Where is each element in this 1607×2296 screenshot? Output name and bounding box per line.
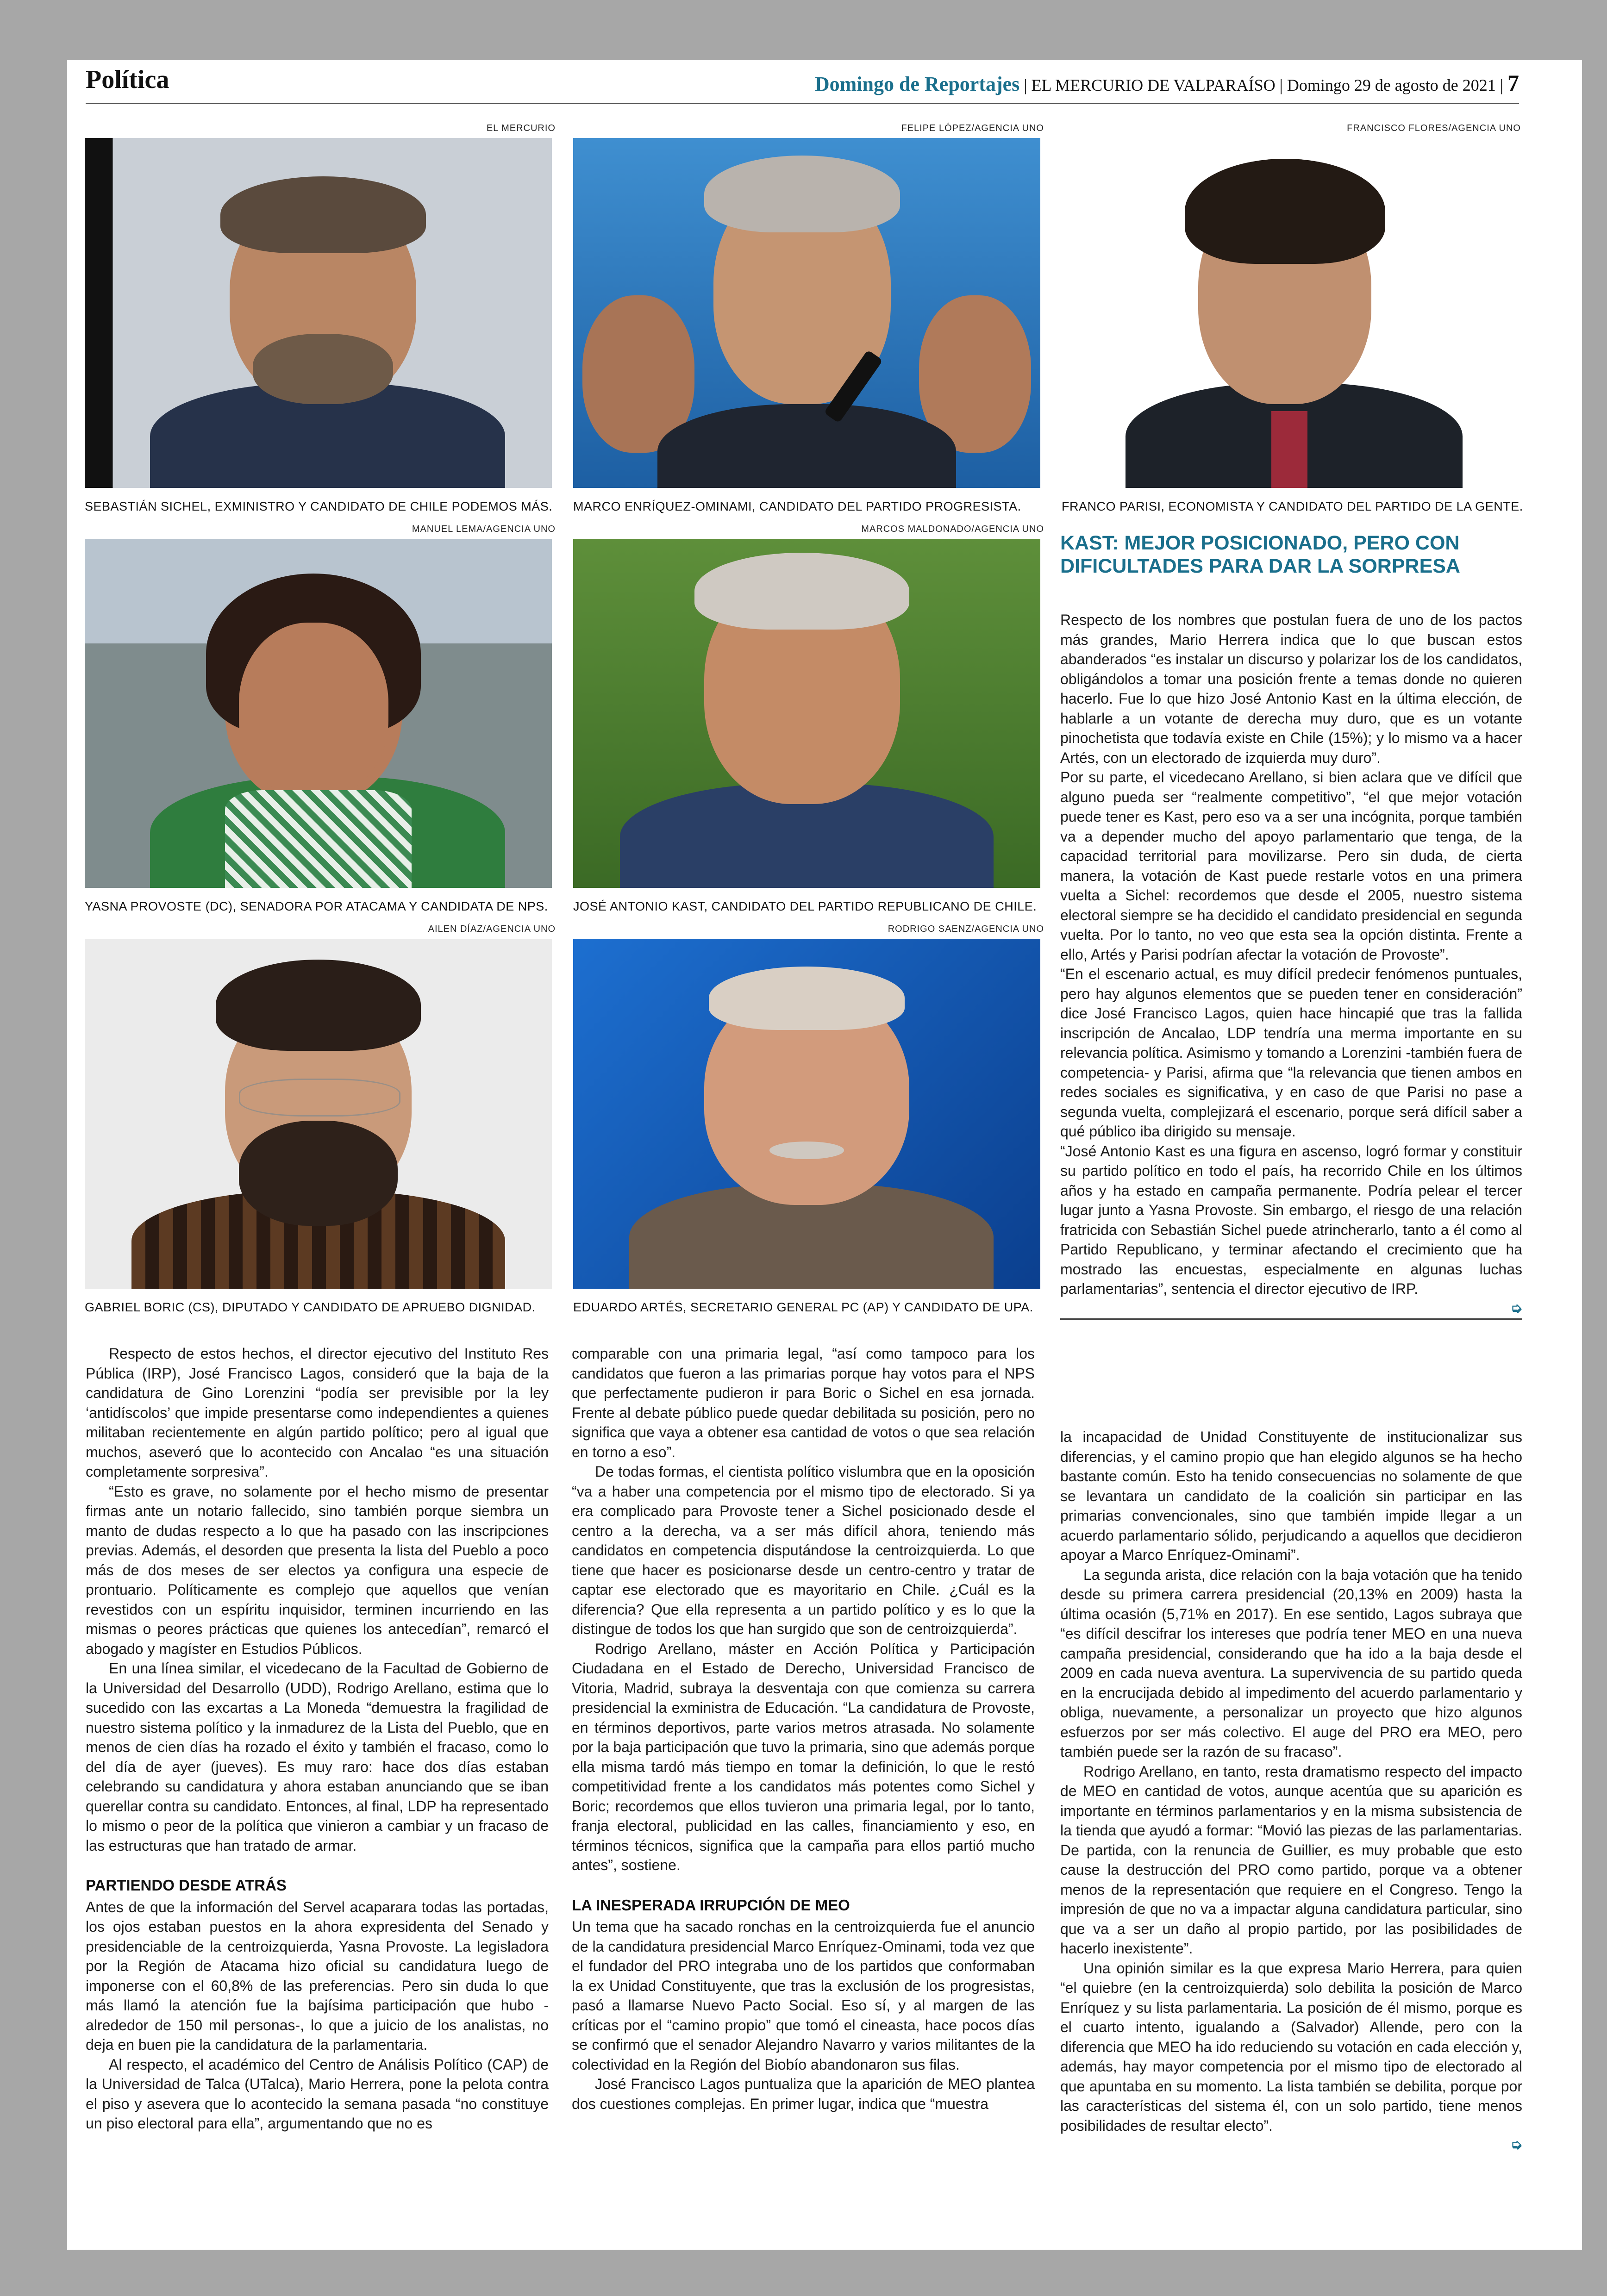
portrait-hair	[220, 176, 426, 253]
photo-card-meo	[565, 119, 1049, 520]
newspaper-name: EL MERCURIO DE VALPARAÍSO	[1031, 76, 1276, 94]
body-paragraph: Un tema que ha sacado ronchas en la centroizquierda fue el anuncio de la candidatura presidencial Marco Enríquez-Ominami, toda vez que el fundador del PRO integraba uno de los partidos que conformaban la ex Unidad Constituyente, que tras la exclusión de los progresistas, pasó a llamarse Nuevo Pacto Social. Eso sí, y al margen de las críticas por el “camino propio” que tomó el cineasta, hace pocos días se confirmó que el senador Alejandro Navarro y varios militantes de la colectividad en la Región del Biobío abandonaron sus filas.	[572, 1918, 1035, 2073]
header-sep: |	[1279, 76, 1287, 94]
portrait-face	[239, 623, 388, 797]
photo-credit: MARCOS MALDONADO/AGENCIA UNO	[861, 524, 1044, 534]
portrait-scarf	[225, 790, 412, 888]
header-sep: |	[1500, 76, 1507, 94]
glasses-icon	[239, 1079, 400, 1117]
body-paragraph: comparable con una primaria legal, “así como tampoco para los candidatos que fueron a las primarias porque hay votos para el NPS que perfectamente pudieron ir para Boric o Sichel en esa jornada. Frente al debate público puede quedar debilitada su posición, pero no significa que vaya a obtener esa cantidad de votos o que sea relación en torno a eso”.	[572, 1345, 1035, 1460]
photo-caption: JOSÉ ANTONIO KAST, CANDIDATO DEL PARTIDO REPUBLICANO DE CHILE.	[573, 899, 1037, 913]
body-paragraph: En una línea similar, el vicedecano de la Facultad de Gobierno de la Universidad del Desarrollo (UDD), Rodrigo Arellano, estima que lo sucedido con las excartas a La Moneda “demuestra la fragilidad de nuestro sistema político y la inmadurez de la Lista del Pueblo, que en menos de cien días ha rozado el éxito y también el fracaso, como lo del día de ayer (jueves). Es muy raro: hace dos días estaban celebrando su candidatura y ahora estaban anunciando que se iban querellar contra su candidato. Entonces, al final, LDP ha representado lo mismo o peor de la política que vinieron a cambiar y un fracaso de las estructuras que han tratado de armar.	[86, 1660, 549, 1854]
section-title: Política	[86, 65, 169, 94]
body-paragraph: “Esto es grave, no solamente por el hecho mismo de presentar firmas ante un notario fallecido, sino también porque siembra un manto de dudas respecto a lo que ha pasado con las inscripciones previas. Además, el desorden que presenta la lista del Pueblo a poco más de dos meses de ser electos ya configura una especie de prontuario. Políticamente es complejo que aquellos que venían revestidos con un espíritu inquisidor, terminen incurriendo en las mismas o peores prácticas que quienes los antecedían”, remarcó el abogado y magíster en Estudios Públicos.	[86, 1483, 549, 1657]
photo-credit: MANUEL LEMA/AGENCIA UNO	[412, 524, 556, 534]
body-paragraph: Respecto de estos hechos, el director ejecutivo del Instituto Res Pública (IRP), José Francisco Lagos, consideró que la baja de la candidatura de Gino Lorenzini “podía ser previsible por la ley ‘antidíscolos’ que impide presentarse como independientes a quienes militaban recientemente en algún partido político; pero al igual que muchos, aseveró que lo acontecido con Ancalao “es una situación completamente sorpresiva”.	[86, 1345, 549, 1480]
photo-card-artes	[565, 920, 1049, 1321]
body-paragraph: la incapacidad de Unidad Constituyente de institucionalizar sus diferencias, y el camino propio que han elegido algunos se ha hecho bastante común. Esto ha tenido consecuencias no solamente de que se levantara un candidato de la coalición sin participar en las primarias convencionales, sino que también impide llegar a un acuerdo parlamentario sólido, perjudicando a aquellos que decidieron apoyar a Marco Enríquez-Ominami”.	[1060, 1429, 1522, 1563]
photo-card-parisi	[1053, 119, 1526, 520]
portrait-hair	[694, 553, 909, 630]
continue-arrow-icon: ➭	[1510, 2137, 1522, 2152]
article-column-1	[86, 1344, 549, 2134]
body-paragraph: Antes de que la información del Servel acaparara todas las portadas, los ojos estaban puestos en la ahora expresidenta del Senado y presidenciable de la centroizquierda, Yasna Provoste. La legisladora por la Región de Atacama hizo oficial su candidatura luego de imponerse con el 60,8% de las preferencias. Pero sin duda lo que más llamó la atención fue la bajísima participación que hubo -alrededor de 150 mil personas-, lo que a juicio de los analistas, no deja en buen pie la candidatura de la parlamentaria.	[86, 1898, 549, 2053]
photo-credit: RODRIGO SAENZ/AGENCIA UNO	[888, 924, 1044, 934]
article-column-2	[572, 1344, 1035, 2114]
portrait-beard	[253, 334, 393, 404]
photo-caption: EDUARDO ARTÉS, SECRETARIO GENERAL PC (AP) Y CANDIDATO DE UPA.	[573, 1300, 1033, 1314]
header-sep: |	[1024, 76, 1032, 94]
body-paragraph: “En el escenario actual, es muy difícil predecir fenómenos puntuales, pero hay algunos elementos que se pueden tener en consideración” dice José Francisco Lagos, quien hace hincapié que tras la fallida inscripción de Ancalao, LDP tendría una merma importante en su relevancia política. Asimismo y tomando a Lorenzini -también fuera de competencia- y Parisi, afirma que “la relevancia que tienen ambos en redes sociales es significativa, y en caso de que Parisi no pase a segunda vuelta, complejizará el escenario, porque será difícil saber a qué público iba dirigido su mensaje.	[1060, 966, 1522, 1140]
photo-caption: SEBASTIÁN SICHEL, EXMINISTRO Y CANDIDATO DE CHILE PODEMOS MÁS.	[85, 499, 553, 513]
photo-credit: EL MERCURIO	[486, 123, 556, 133]
portrait-hair	[216, 960, 421, 1051]
photo-credit: FRANCISCO FLORES/AGENCIA UNO	[1347, 123, 1521, 133]
page-number: 7	[1507, 70, 1519, 96]
photo-boric	[85, 939, 552, 1289]
photo-caption: YASNA PROVOSTE (DC), SENADORA POR ATACAMA Y CANDIDATA DE NPS.	[85, 899, 548, 913]
body-paragraph: De todas formas, el cientista político vislumbra que en la oposición “va a haber una competencia por el mismo tipo de electorado. Si ya era complicado para Provoste tener a Sichel posicionado desde el centro a la derecha, va a ser más difícil ahora, teniendo más candidatos en competencia disputándose la centroizquierda. Lo que tiene que hacer es posicionarse desde un centro-centro y tratar de captar ese electorado que es mayoritario en Chile. ¿Cuál es la diferencia? Que ella representa a un partido político y es lo que la distingue de todos los que han surgido que son de centroizquierda”.	[572, 1463, 1035, 1637]
issue-date: Domingo 29 de agosto de 2021	[1287, 76, 1496, 94]
photo-provoste	[85, 539, 552, 888]
column-end-rule	[1060, 1318, 1522, 1320]
photo-caption: GABRIEL BORIC (CS), DIPUTADO Y CANDIDATO DE APRUEBO DIGNIDAD.	[85, 1300, 536, 1314]
continue-arrow-icon: ➭	[1510, 1300, 1522, 1316]
body-paragraph: Al respecto, el académico del Centro de Análisis Político (CAP) de la Universidad de Talca (UTalca), Mario Herrera, pone la pelota contra el piso y asevera que lo acontecido la semana pasada “no constituye un piso electoral para ella”, argumentando que no es	[86, 2056, 549, 2132]
photo-card-sichel	[76, 119, 560, 520]
photo-caption: MARCO ENRÍQUEZ-OMINAMI, CANDIDATO DEL PARTIDO PROGRESISTA.	[573, 499, 1021, 513]
supplement-name: Domingo de Reportajes	[814, 73, 1020, 95]
photo-artes	[573, 939, 1040, 1289]
portrait-hair	[704, 156, 900, 232]
portrait-hair	[1185, 159, 1385, 264]
body-paragraph: La segunda arista, dice relación con la baja votación que ha tenido desde su primera carrera presidencial (20,13% en 2009) hasta la última ocasión (5,71% en 2017). En ese sentido, Lagos subraya que “es difícil descifrar los intereses que podría tener MEO en una nueva campaña presidencial, considerando que ha ido a la baja desde el 2009 en cada nueva aventura. La supervivencia de su partido queda en la encrucijada debido al impedimento del acuerdo parlamentario y obliga, nuevamente, a personalizar un proyecto que hizo algunos esfuerzos por ser más colectivo. El auge del PRO era MEO, pero también puede ser la razón de su fracaso”.	[1060, 1566, 1522, 1760]
photo-credit: FELIPE LÓPEZ/AGENCIA UNO	[901, 123, 1044, 133]
portrait-hair	[709, 967, 905, 1029]
photo-card-provoste	[76, 520, 560, 920]
portrait-beard	[239, 1121, 398, 1226]
photo-card-boric	[76, 920, 560, 1321]
portrait-body	[657, 404, 957, 488]
photo-kast	[573, 539, 1040, 888]
photo-caption: FRANCO PARISI, ECONOMISTA Y CANDIDATO DEL PARTIDO DE LA GENTE.	[1062, 499, 1523, 513]
body-paragraph: “José Antonio Kast es una figura en ascenso, logró formar y constituir su partido político en todo el país, ha recorrido Chile en los últimos años y ha estado en campaña permanente. Podría pelear el tercer lugar junto a Yasna Provoste. Sin embargo, el riesgo de una relación fratricida con Sebastián Sichel puede atrincherarlo, tanto a él como al Partido Republicano, y terminar afectando el crecimiento que ha mostrado las encuestas, especialmente en algunas luchas parlamentarias”, sentencia el director ejecutivo de IRP.	[1060, 1142, 1522, 1297]
portrait-tie	[1271, 411, 1308, 488]
body-paragraph: Respecto de los nombres que postulan fuera de uno de los pactos más grandes, Mario Herrera indica que lo que buscan estos abanderados “es instalar un discurso y polarizar los de los candidatos, obligándolos a tomar una posición frente a temas donde no quieren hacerlo. Fue lo que hizo José Antonio Kast en la última elección, de hablarle a un votante de derecha muy duro, que es un votante pinochetista que todavía existe en Chile (15%); y lo mismo va a hacer Artés, con un electorado de izquierda muy duro”.	[1060, 611, 1522, 766]
photo-sichel	[85, 138, 552, 488]
body-paragraph: Una opinión similar es la que expresa Mario Herrera, para quien “el quiebre (en la centroizquierda) solo debilita la posición de Marco Enríquez y su lista parlamentaria. La posición de él mismo, porque es el cuarto intento, igualando a (Salvador) Allende, pero con la diferencia que MEO ha ido reduciendo su votación en cada elección y, además, hay mayor competencia por el mismo tipo de electorado al que apuntaba en su momento. La lista también se debilita, porque por las características del sistema él, con un solo partido, tiene menos posibilidades de resultar electo”.	[1060, 1959, 1522, 2134]
body-paragraph: Rodrigo Arellano, en tanto, resta dramatismo respecto del impacto de MEO en cantidad de votos, aunque acentúa que su aparición es importante en términos parlamentarios y en la misma subsistencia de la tienda que ayudó a formar: “Movió las piezas de las parlamentarias. De partida, con la renuncia de Guillier, es muy probable que esto cause la destrucción del PRO como partido, porque va a obtener menos de la representación que requiere en el Congreso. Tengo la impresión de que no va a impactar alguna candidatura particular, sino que va a ser un daño al propio partido, por las posibilidades de hacerlo inexistente”.	[1060, 1763, 1522, 1957]
subhead-meo: LA INESPERADA IRRUPCIÓN DE MEO	[572, 1896, 850, 1914]
header-rule	[86, 103, 1519, 104]
photo-parisi	[1062, 138, 1517, 488]
page-header-info	[815, 69, 1519, 96]
photo-card-kast	[565, 520, 1049, 920]
section-title-kast: KAST: MEJOR POSICIONADO, PERO CON DIFICULTADES PARA DAR LA SORPRESA	[1060, 532, 1460, 577]
kast-section-body	[1060, 610, 1522, 1320]
body-paragraph: José Francisco Lagos puntualiza que la aparición de MEO plantea dos cuestiones complejas. En primer lugar, indica que “muestra	[572, 2076, 1035, 2112]
body-paragraph: Por su parte, el vicedecano Arellano, si bien aclara que ve difícil que alguno pueda ser “realmente competitivo”, “el que mejor votación puede tener es Kast, pero eso va a ser una incógnita, porque también va a depender mucho del apoyo parlamentario que tenga, de la capacidad territorial para movilizarse. Pero sin duda, de cierta manera, la votación de Kast puede restarle votos en una primera vuelta a Sichel: recordemos que desde el 2005, nuestro sistema electoral siempre se ha decidido el candidato presidencial en segunda vuelta. Por lo tanto, no veo que esta sea la opción distinta. Frente a ello, Artés y Parisi podrían afectar la votación de Provoste”.	[1060, 769, 1522, 963]
article-column-3	[1060, 1427, 1522, 2155]
subhead-partiendo: PARTIENDO DESDE ATRÁS	[86, 1877, 287, 1894]
photo-meo	[573, 138, 1040, 488]
body-paragraph: Rodrigo Arellano, máster en Acción Política y Participación Ciudadana en el Estado de Derecho, Universidad Francisco de Vitoria, Madrid, subraya la desventaja con que comienza su carrera presidencial la exministra de Educación. “La candidatura de Provoste, en términos deportivos, parte varios metros atrasada. No solamente por la baja participación que tuvo la primaria, sino que además porque ella misma tardó más tiempo en tomar la definición, lo que le restó competitividad frente a los candidatos más potentes como Sichel y Boric; recordemos que ellos tuvieron una primaria legal, por lo tanto, franja electoral, publicidad en las calles, financiamiento y eso, en términos técnicos, significa que la campaña para ellos partió mucho antes”, sostiene.	[572, 1640, 1035, 1873]
photo-credit: AILEN DÍAZ/AGENCIA UNO	[428, 924, 556, 934]
